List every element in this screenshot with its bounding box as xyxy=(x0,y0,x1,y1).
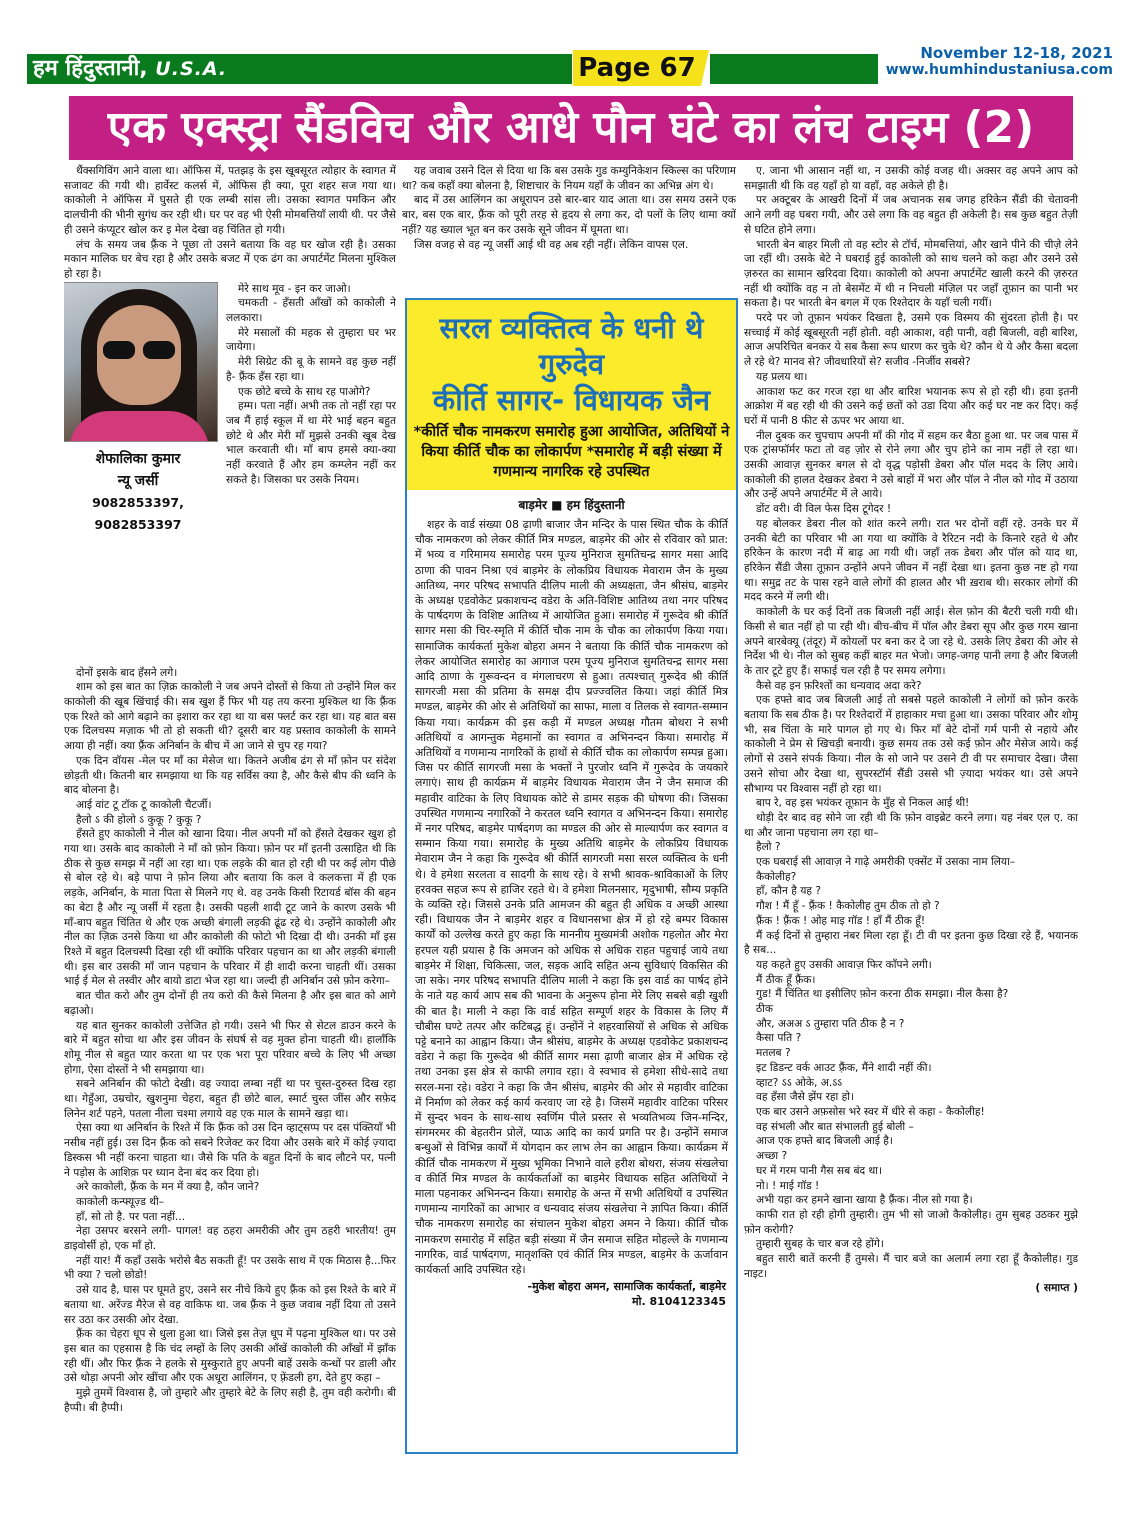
news-signature: -मुकेश बोहरा अमन, सामाजिक कार्यकर्ता, बाड़मेर xyxy=(527,1280,726,1294)
story-paragraph: पर अक्टूबर के आखरी दिनों में जब अचानक सब जगह हरिकेन सैंडी की चेतावनी आने लगी वह घबरा गयी, और उसे लगा कि वह बहुत ही अकेली है। सब कुछ बहुत तेज़ी से घटित होने लगा। xyxy=(744,194,1078,236)
banner-strip xyxy=(710,54,878,84)
story-paragraph: मुझे तुममें विश्वास है, जो तुम्हारे और तुम्हारे बेटे के लिए सही है, तुम वही करोगी। बी हैप्पी। बी हैप्पी। xyxy=(64,1387,396,1414)
edition-label: U.S.A. xyxy=(155,58,228,80)
news-subtitle: *कीर्ति चौक नामकरण समारोह हुआ आयोजित, अतिथियों ने किया कीर्ति चौक का लोकार्पण *समारोह में बड़ी संख्या में गणमान्य नागरिक रहे उपस्थित xyxy=(413,424,730,480)
story-paragraph: मैं कई दिनों से तुम्हारा नंबर मिला रहा हूँ। टी वी पर इतना कुछ दिखा रहे हैं, भयानक है सब... xyxy=(744,929,1078,957)
story-paragraph: बाद में उस आलिंगन का अधूरापन उसे बार-बार याद आता था। उस समय उसने एक बार, बस एक बार, फ़्रैंक को पूरी तरह से हृदय से लगा कर, दो पलों के लिए थामा क्यों नहीं? यह ख्याल भूत बन कर उसके सूने जीवन में घूमता था। xyxy=(402,194,736,236)
story-paragraph: आकाश फट कर गरज रहा था और बारिश भयानक रूप से हो रही थी। हवा इतनी आक्रोश में बह रही थी की उसने कई छतों को उडा दिया और कई घर नष्ट कर दिए। कई घरों में पानी 8 फीट से ऊपर भर आया था. xyxy=(744,385,1078,427)
story-paragraph: एक बार उसने अफ़सोस भरे स्वर में धीरे से कहा - कैकोलीह! xyxy=(756,1106,985,1118)
paper-banner xyxy=(27,54,572,84)
masthead xyxy=(27,44,1113,90)
story-paragraph: आई वांट टू टॉक टू काकोली चैटर्जी। xyxy=(76,798,212,811)
story-paragraph: बाप रे, वह इस भयंकर तूफ़ान के मुँह से निकल आई थी! xyxy=(756,797,970,810)
story-col1-top xyxy=(64,164,396,282)
story-paragraph: थैंक्सगिविंग आने वाला था। ऑफिस में, पतझड़ के इस खूबसूरत त्योहार के स्वागत में सजावट की गयी थी। हार्वेस्ट कलर्स में, ऑफिस ही क्या, पूरा शहर सज गया था। काकोली ने ऑफिस में घुसते ही एक लम्बी सांस ली। उसका स्वागत पमकिन और दालचीनी की भीनी सुगंध कर रही थी। घर पर वह भी ऐसी मोमबत्तियाँ लायी थी. पर जैसे ही उसने कंप्यूटर खोल कर इ मेल देखा वह चिंतित हो गयी। xyxy=(64,165,396,236)
story-paragraph: लंच के समय जब फ़्रैंक ने पूछा तो उसने बताया कि वह घर खोज रही है। उसका मकान मालिक घर बेच रहा है और उसके बजट में एक ढंग का अपार्टमेंट मिलना मुश्किल हो रहा है। xyxy=(64,238,396,280)
story-paragraph: ए. जाना भी आसान नहीं था, न उसकी कोई वजह थी। अक्सर वह अपने आप को समझाती थी कि वह यहाँ हो या वहाँ, वह अकेले ही है। xyxy=(744,165,1078,192)
story-paragraph: नेहा उसपर बरसने लगी- पागल! वह ठहरा अमरीकी और तुम ठहरी भारतीय! तुम डाइवोर्सी हो, एक माँ हो. xyxy=(64,1225,396,1253)
story-paragraph: वह हँसा जैसे झेंप रहा हो। xyxy=(756,1091,855,1104)
story-paragraph: एक दिन वॉयस -मेल पर माँ का मेसेज था। कितने अजीब ढंग से माँ फ़ोन पर संदेश छोड़ती थी। कितनी बार समझाया था कि यह सर्विस क्या है, और कैसे बीप की ध्वनि के बाद बोलना है। xyxy=(64,754,396,797)
news-box-header xyxy=(407,300,736,490)
story-paragraph: हँसते हुए काकोली ने नील को खाना दिया। नील अपनी माँ को हँसते देखकर खुश हो गया था। उसके बाद काकोली ने माँ को फ़ोन किया। फ़ोन पर माँ इतनी उत्साहित थी कि ठीक से कुछ समझ में नहीं आ रहा था। एक लड़के की बात हो रही थी पर कई लोग पीछे से बोल रहे थे। बड़े पापा ने फ़ोन लिया और बताया कि कल वे कलकत्ता में ही एक लड़के, अनिर्बान, के माता पिता से मिलने गए थे. वह उनके किसी रिटायर्ड बॉस की बहन का बेटा है और न्यू जर्सी में रहता है। उसकी पहली शादी टूट जाने के कारण उसके भी माँ-बाप बहुत चिंतित थे और एक अच्छी बंगाली लड़की ढूंढ रहे थे। उन्होंने काकोली और नील का ज़िक्र उनसे किया था और काकोली की फोटो भी दिखा दी थी। उनकी माँ इस रिश्ते में बहुत दिलचस्पी दिखा रही थीं क्योंकि परिवार पहचान का था और लड़की बंगाली थी। इस बार उसकी माँ जान पहचान के परिवार में ही शादी करना चाहती थीं। उसका भाई ई मेल से तस्वीर और बायो डाटा भेज रहा था। जल्दी ही अनिर्बान उसे फ़ोन करेगा– xyxy=(64,828,396,988)
story-paragraph: फ़्रैंक ! फ़्रैंक ! ओह माइ गॉड ! हाँ मैं ठीक हूँ! xyxy=(756,914,926,927)
page-number: Page 67 xyxy=(573,50,701,86)
news-dateline: बाड़मेर ■ हम हिंदुस्तानी xyxy=(518,498,625,512)
story-column-3 xyxy=(744,164,1078,1484)
story-paragraph: थोड़ी देर बाद वह सोने जा रही थी कि फ़ोन वाइब्रेट करने लगा। यह नंबर एल ए. का था और जाना पहचाना लग रहा था– xyxy=(744,811,1078,839)
story-paragraph: हाँ, कौन है यह ? xyxy=(756,885,821,898)
story-paragraph: हैलो ऽ की होलो ऽ कुकू ? कुकू ? xyxy=(76,813,202,826)
story-col1-bottom xyxy=(64,666,396,1416)
story-paragraph: शाम को इस बात का ज़िक्र काकोली ने जब अपने दोस्तों से किया तो उन्होंने मिल कर काकोली की खूब खिंचाई की। सब खुश हैं फिर भी यह तय करना मुश्किल था कि फ़्रैंक एक रिश्ते को आगे बढ़ाने का इशारा कर रहा था या बस फ्लर्ट कर रहा था। यह बात बस एक दिलचस्प मज़ाक भी तो हो सकती थी? दूसरी बार यह प्रस्ताव काकोली के सामने आया ही नहीं। क्या फ़्रैंक अनिर्बान के बीच में आ जाने से चुप रह गया? xyxy=(64,681,396,753)
story-paragraph: नहीं यार! मैं कहाँ उसके भरोसे बैठ सकती हूँ! पर उसके साथ में एक मिठास है...फिर भी क्या ? चलो छोडो! xyxy=(64,1254,396,1282)
story-paragraph: अभी यहा कर हमने खाना खाया है फ़्रैंक। नील सो गया है। xyxy=(756,1194,973,1207)
story-paragraph: सबने अनिर्बान की फोटो देखी। वह ज्यादा लम्बा नहीं था पर चुस्त-दुरुस्त दिख रहा था। गेहुँआ, उम्रचोर, खुशनुमा चेहरा, बहुत ही छोटे बाल, स्मार्ट चुस्त जींस और सफ़ेद लिनेन शर्ट पहने, पतला नीला चश्मा लगाये वह एक माल के सामने खड़ा था। xyxy=(64,1078,396,1120)
paper-name: हम हिंदुस्तानी, xyxy=(33,56,148,81)
author-name: शेफालिका कुमार xyxy=(95,450,181,467)
story-paragraph: उसे याद है, घास पर घूमते हुए, उसने सर नीचे किये हुए फ़्रैंक को इस रिश्ते के बारे में बताया था. अरेंज्ड मैरेज से वह वाकिफ था. जब फ़्रैंक ने कुछ जवाब नहीं दिया तो उसने सर उठा कर उसकी ओर देखा. xyxy=(64,1284,396,1326)
author-byline xyxy=(64,442,218,536)
story-paragraph: हैलो ? xyxy=(756,841,781,854)
author-photo xyxy=(64,282,218,442)
author-block xyxy=(64,282,218,662)
story-paragraph: एक छोटे बच्चे के साथ रह पाओगे? xyxy=(238,385,371,398)
story-paragraph: कैकोलीह? xyxy=(756,870,797,883)
story-paragraph: हम्म। पता नहीं। अभी तक तो नहीं रहा पर जब मैं हाई स्कूल में था मेरे भाई बहन बहुत छोटे थे और मेरी माँ मुझसे उनकी खूब देख भाल करवाती थी। माँ बाप हमसे क्या-क्या नहीं करवाते हैं और हम कम्प्लेन नहीं कर सकते है। जिसका घर उसके नियम। xyxy=(226,400,396,486)
news-mobile: मो. 8104123345 xyxy=(632,1295,726,1309)
story-paragraph: दोनों इसके बाद हँसने लगे। xyxy=(76,666,178,679)
story-paragraph: यह बोलकर डेबरा नील को शांत करने लगी। रात भर दोनों वहीं रहे. उनके घर में उनकी बेटी का परिवार भी आ गया था क्योंकि वे रैरिटन नदी के किनारे रहते थे और हरिकेन के कारण नदी में बाढ़ आ गयी थी। जहाँ तक डेबरा और पॉल को याद था, हरिकेन सैंडी जैसा तूफ़ान उन्होंने अपने जीवन में नहीं देखा था। इतना कुछ नष्ट हो गया था। समुद्र तट के पास रहने वाले लोगों की हालत और भी ख़राब थी। सरकार लोगों की मदद करने में लगी थी। xyxy=(744,517,1078,604)
story-paragraph: गुड! मैं चिंतित था इसीलिए फ़ोन करना ठीक समझा। नील कैसा है? xyxy=(756,988,1009,1001)
story-paragraph: बहुत सारी बातें करनी हैं तुमसे। मैं चार बजे का अलार्म लगा रहा हूँ कैकोलीह। गुड नाइट। xyxy=(744,1253,1078,1280)
story-paragraph: एक हफ्ते बाद जब बिजली आई तो सबसे पहले काकोली ने लोगों को फ़ोन करके बताया कि सब ठीक है। पर रिश्तेदारों में हाहाकार मचा हुआ था। उसका परिवार और शोमू भी, सब चिंता के मारे पागल हो गए थे। फिर माँ बेटे दोनों गर्म पानी से नहाये और काकोली ने प्रेम से खिचड़ी बनायी। कुछ समय तक उसे कई फ़ोन और मेसेज आये। कई लोगों से उसने संपर्क किया। नील के सो जाने पर उसने टी वी पर समाचार देखा। जैसा उसने सोचा और देखा था, सुपरस्टॉर्म सैंडी उससे भी ज़्यादा भयंकर था। उसे अपने सौभाग्य पर विश्वास नहीं हो रहा था। xyxy=(744,694,1078,795)
story-paragraph: अच्छा ? xyxy=(756,1150,788,1163)
story-paragraph: आज एक हफ्ते बाद बिजली आई है। xyxy=(756,1135,893,1148)
story-paragraph: वह संभली और बात संभालती हुई बोली – xyxy=(756,1120,914,1133)
story-paragraph: कैसा पति ? xyxy=(756,1032,802,1045)
story-paragraph: मेरे मसालों की महक से तुम्हारा घर भर जायेगा। xyxy=(226,326,396,354)
story-paragraph: चमकती - हँसती आँखों को काकोली ने ललकारा। xyxy=(226,297,396,325)
story-paragraph: तुम्हारी सुबह के चार बज रहे होंगे। xyxy=(756,1238,884,1251)
story-paragraph: ऐसा क्या था अनिर्बान के रिश्ते में कि फ़्रैंक को उस दिन व्हाट्सप्प पर दस पंक्तियाँ भी नसीब नहीं हुई। उस दिन फ़्रैंक को सबने रिजेक्ट कर दिया और उसके बारे में कोई ज़्यादा डिस्कस भी नहीं करना चाहता था। जैसे कि पति के बहुत दिनों के बाद लौटने पर, पत्नी ने पड़ोस के आशिक़ पर ध्यान देना बंद कर दिया हो। xyxy=(64,1122,396,1179)
news-title-line1: सरल व्यक्तित्व के धनी थे गुरुदेव xyxy=(439,311,704,381)
story-col3-text xyxy=(744,164,1078,1281)
story-paragraph: काकोली के घर कई दिनों तक बिजली नहीं आई। सेल फ़ोन की बैटरी चली गयी थी। किसी से बात नहीं हो पा रही थी। बीच-बीच में पॉल और डेबरा सूप और कुछ गरम खाना अपने बारबेक्यू (तंदूर) में कोयलों पर बना कर दे जा रहे थे. उसके लिए डेबरा की ओर से निर्देश भी थे। नील को सुबह कहीं बाहर मत भेजो। जगह-जगह पानी लगा है और बिजली के तार टूटे हुए हैं। सफाई चल रही है पर समय लगेगा। xyxy=(744,606,1078,677)
story-paragraph: मैं ठीक हूँ फ़्रैंक। xyxy=(756,973,816,986)
page-headline: एक एक्स्ट्रा सैंडविच और आधे पौन घंटे का लंच टाइम (2) xyxy=(69,96,1073,160)
story-paragraph: मतलब ? xyxy=(756,1047,791,1060)
story-paragraph: अरे काकोली, फ़्रैंक के मन में क्या है, कौन जाने? xyxy=(76,1181,260,1194)
story-paragraph: फ़्रैंक का चेहरा धूप से धुला हुआ था। जिसे इस तेज़ धूप में पढ़ना मुश्किल था। पर उसे इस बात का एहसास है कि चंद लम्हों के लिए उसकी आँखें काकोली की आँखों में झाँक रही थीं। और फिर फ़्रैंक ने हलके से मुस्कुराते हुए अपनी बाहें उसके कन्धों पर डाली और उसे थोड़ा अपनी ओर खींचा और एक अधूरा आलिंगन, ए फ़्रेंडली हग, देते हुए कहा – xyxy=(64,1328,396,1385)
news-title-line2: कीर्ति सागर- विधायक जैन xyxy=(432,383,711,417)
author-location: न्यू जर्सी xyxy=(117,472,159,489)
story-paragraph: हाँ, सो तो है. पर पता नहीं... xyxy=(76,1210,186,1223)
story-paragraph: घर में गरम पानी गैस सब बंद था। xyxy=(756,1164,883,1177)
story-paragraph: गौश ! मैं हूँ - फ़्रैंक ! कैकोलीह तुम ठीक तो हो ? xyxy=(756,900,940,913)
story-column-2 xyxy=(402,164,736,292)
story-paragraph: कैसे वह इन फ़रिश्तों का धन्यवाद अदा करे? xyxy=(756,679,922,692)
story-paragraph: व्हाट? ऽऽ ओके, अ.ऽऽ xyxy=(756,1076,843,1089)
story-paragraph: यह जवाब उसने दिल से दिया था कि बस उसके गुड कम्युनिकेशन स्किल्स का परिणाम था? कब कहाँ क्या बोलना है, शिष्टाचार के नियम यहाँ के जीवन का अभिन्न अंग थे। xyxy=(402,165,736,192)
story-paragraph: बात चीत करो और तुम दोनों ही तय करो की कैसे मिलना है और इस बात को आगे बढ़ाओ। xyxy=(64,990,396,1017)
story-paragraph: यह कहते हुए उसकी आवाज़ फिर काँपने लगी। xyxy=(756,958,932,971)
website-link[interactable]: www.humhindustaniusa.com xyxy=(885,62,1113,78)
author-phone: 9082853397, 9082853397 xyxy=(92,494,184,532)
story-paragraph: एक घबराई सी आवाज़ ने गाढ़े अमरीकी एक्सेंट में उसका नाम लिया– xyxy=(756,856,1016,869)
story-column-1 xyxy=(64,164,396,1484)
story-paragraph: काफी रात हो रही होगी तुम्हारी। तुम भी सो जाओ कैकोलीह। तुम सुबह उठकर मुझे फ़ोन करोगी? xyxy=(744,1208,1078,1236)
story-paragraph: यह प्रलय था। xyxy=(756,370,808,383)
news-body-text: शहर के वार्ड संख्या 08 ढ़ाणी बाजार जैन मन्दिर के पास स्थित चौक के कीर्ति चौक नामकरण को लेकर कीर्ति मित्र मण्डल, बाड़मेर की ओर से रविवार को प्रात: में भव्य व गरिमामय समारोह परम पूज्य मुनिराज सुमतिचन्द्र सागर मसा आदि ठाणा की पावन निश्रा एवं बाड़मेर के लोकप्रिय विधायक मेवाराम जैन के मुख्य आतिथ्य, नगर परिषद सभापति दीलिप माली की अध्यक्षता, जैन श्रीसंघ, बाड़मेर के अध्यक्ष एडवोकेट प्रकाशचन्द वडेरा के अति-विशिष्ट आतिथ्य तथा नगर परिषद के पार्षदगण के विशिष्ट आतिथ्य में आयोजित हुआ। समारोह में गुरूदेव श्री कीर्ति सागर मसा की चिर-स्मृति में कीर्ति चौक नाम के चौक का लोकार्पण किया गया। सामाजिक कार्यकर्ता मुकेश बोहरा अमन ने बताया कि कीर्ति चौक नामकरण को लेकर आयोजित समारोह का आगाज परम पूज्य मुनिराज सुमतिचन्द्र सागर मसा आदि ठाणा के गुरूवन्दन व मंगलाचरण से हुआ। तत्पश्चात् गुरूदेव श्री कीर्ति सागरजी मसा की प्रतिमा के समक्ष दीप प्रज्ज्वलित किया। जहां कीर्ति मित्र मण्डल, बाड़मेर की ओर से अतिथियों का साफा, माला व तिलक से स्वागत-सम्मान किया गया। कार्यक्रम की इस कड़ी में मण्डल अध्यक्ष गौतम बोथरा ने सभी अतिथियों व आगन्तुक मेहमानों का स्वागत व अभिनन्दन किया। समारोह में अतिथियों व गणमान्य नागरिकों के हाथों से कीर्ति चौक का लोकार्पण सम्पन्न हुआ। जिस पर कीर्ति सागरजी मसा के भक्तों ने पुरजोर ध्वनि में गुरूदेव के जयकारे लगाएं। साथ ही कार्यक्रम में बाड़मेर विधायक मेवाराम जैन ने जैन समाज की महावीर वाटिका के लिए विधायक कोटे से डामर सड़क की घोषणा की। जिसका उपस्थित गणमान्य नगारिकों ने करतल ध्वनि स्वागत व अभिनन्दन किया। समारोह में नगर परिषद, बाड़मेर पार्षदगण का मण्डल की ओर से माल्यार्पण कर स्वागत व सम्मान किया गया। समारोह के मुख्य अतिथि बाड़मेर के लोकप्रिय विधायक मेवाराम जैन ने कहा कि गुरूदेव श्री कीर्ति सागरजी मसा सरल व्यक्तित्व के धनी थे। वे हमेशा सरलता व सादगी के साथ रहे। वे सभी श्रावक-श्राविकाओं के लिए हरवक्त सहज रूप से हाजिर रहते थे। वे हमेशा मिलनसार, मृदुभाषी, सौम्य प्रकृति के व्यक्ति रहे। जिससे उनके प्रति आमजन की बहुत ही अधिक व अच्छी आस्था रही। विधायक जैन ने बाड़मेर शहर व विधानसभा क्षेत्र में हो रहे बम्पर विकास कार्यों को उल्लेख करते हुए कहा कि माननीय मुख्यमंत्री अशोक गहलोत और मेरा हरपल यही प्रयास है कि अमजन को अधिक से अधिक राहत पहुचाई जाये तथा बाड़मेर में शिक्षा, चिकित्सा, जल, सड़क आदि सहित अन्य सुविधाएं विकसित की जा सके। नगर परिषद सभापति दीलिप माली ने कहा कि इस वार्ड का पार्षद होने के नाते यह कार्य आप सब की भावना के अनुरूप होना मेरे लिए सबसे बड़ी खुशी की बात है। माली ने कहा कि वार्ड सहित सम्पूर्ण शहर के विकास के लिए मैं चौबीस घण्टे तत्पर और कटिबद्ध हूं। उन्होंनें ने शहरवासियों से अधिक से अधिक पट्टे बनाने का आह्वान किया। जैन श्रीसंघ, बाड़मेर के अध्यक्ष एडवोकेट प्रकाशचन्द वडेरा ने कहा कि गुरूदेव श्री कीर्ति सागर मसा ढ़ाणी बाजार क्षेत्र में अधिक रहे तथा उनका इस क्षेत्र से काफी लगाव रहा। वे स्वभाव से हमेशा सीधे-सादे तथा सरल-मना रहे। वडेरा ने कहा कि जैन श्रीसंघ, बाड़मेर की ओर से महावीर वाटिका में निर्माण को लेकर कई कार्य करवाए जा रहे है। जिसमें महावीर वाटिका परिसर में सुन्दर भवन के साथ-साथ स्वर्णिम पीले प्रस्तर से भव्यतिभव्य जिन-मन्दिर, संगमरमर की बेहतरीन प्रोलें, प्याऊ आदि का कार्य प्रगति पर है। उन्होंनें समाज बन्धुओं से विभिन्न कार्यों में योगदान कर लाभ लेन का आह्वान किया। कार्यक्रम में कीर्ति चौक नामकरण में मुख्य भूमिका निभाने वाले हरीश बोथरा, संजय संखलेचा व कीर्ति मित्र मण्डल के कार्यकर्ताओं का बाड़मेर विधायक सहित अतिथियों ने माला पहनाकर अभिनन्दन किया। समारोह के अन्त में सभी अतिथियों व उपस्थित गणमान्य नागरिकों का आभार व धन्यवाद संजय संखलेचा ने ज्ञापित किया। कीर्ति चौक नामकरण समारोह का संचालन मुकेश बोहरा अमन ने किया। कीर्ति चौक नामकरण समारोह में सहित बड़ी संख्या में जैन समाज सहित मोहल्ले के गणमान्य नागरिक, वार्ड पार्षदगण, मातृशक्ति एवं कीर्ति मित्र मण्डल, बाड़मेर के ऊर्जावान कार्यकर्ता आदि उपस्थित रहे। xyxy=(415,518,728,1276)
issue-date: November 12-18, 2021 xyxy=(920,44,1113,62)
story-paragraph: भारती बेन बाहर मिली तो वह स्टोर से टॉर्च, मोमबत्तियां, और खाने पीने की चीज़े लेने जा रहीं थी। उसके बेटे ने घबराई हुई काकोली को साथ चलने को कहा और उसने उसे ज़रुरत का सामान खरिदवा दिया। काकोली को अपना अपार्टमेंट खाली करने की ज़रुरत नहीं थी क्योंकि वह न तो बेसमेंट में थी न निचली मंज़िल पर जहाँ तूफ़ान का पानी भर सकता है। पर भारती बेन बगल में एक रिश्तेदार के यहाँ चली गयीं। xyxy=(744,238,1078,310)
news-box xyxy=(405,298,738,1454)
story-paragraph: डोंट वरी। वी विल फेस दिस टूगेदर ! xyxy=(756,503,892,516)
story-paragraph: नील दुबक कर चुपचाप अपनी माँ की गोद में सहम कर बैठा हुआ था. पर जब पास में एक ट्रांसफॉर्मर फटा तो वह ज़ोर से रोने लगा और चुप होने का नाम नहीं ले रहा था। उसकी आवाज़ सुनकर बगल से दो वृद्ध पड़ोसी डेबरा और पॉल मदद के लिए आये। काकोली की हालत देखकर डेबरा ने उसे बाहों में भरा और पॉल ने नील को गोद में उठाया और उन्हें अपने अपार्टमेंट में ले आये। xyxy=(744,429,1078,501)
story-end-mark: ( समाप्त ) xyxy=(1035,1282,1078,1295)
story-paragraph: ठीक xyxy=(756,1003,774,1016)
story-paragraph: काकोली कन्फ्यूज़्ड थी– xyxy=(76,1195,165,1208)
story-paragraph: यह बात सुनकर काकोली उत्तेजित हो गयी। उसने भी फिर से सेटल डाउन करने के बारे में बहुत सोचा था और इस जीवन के संघर्ष से वह मुक्त होना चाहती थी। हालाँकि शोमू नील से बहुत प्यार करता था पर एक भरा पूरा परिवार बच्चे के लिए भी अच्छा होगा, ऐसा दोस्तों ने भी समझाया था। xyxy=(64,1019,396,1076)
news-body xyxy=(407,515,736,1279)
story-paragraph: और, अअअ ऽ तुम्हारा पति ठीक है न ? xyxy=(756,1017,905,1030)
story-paragraph: मेरे साथ मूव - इन कर जाओ। xyxy=(238,282,351,295)
story-paragraph: इट डिडन्ट वर्क आउट फ़्रैंक, मैंने शादी नहीं की। xyxy=(756,1061,932,1074)
story-paragraph: जिस वजह से वह न्यू जर्सी आई थी वह अब रही नहीं। लेकिन वापस एल. xyxy=(414,238,689,251)
story-paragraph: परदे पर जो तूफ़ान भयंकर दिखता है, उसमे एक विस्मय की सुंदरता होती है। पर सच्चाई में कोई खूबसूरती नहीं होती. वही आकाश, वही पानी, वही बिजली, वही बारिश, आज अपरिचित बनकर ये सब कैसा रूप धारण कर चुके थे? कौन थे ये और कैसा बदला ले रहे थे? मानव से? जीवधारियों से? सजीव -निर्जीव सबसे? xyxy=(744,312,1078,369)
story-paragraph: नो। ! माई गॉड ! xyxy=(756,1179,820,1192)
story-paragraph: मेरी सिग्रेट की बू के सामने वह कुछ नहीं है- फ़्रैंक हँस रहा था। xyxy=(226,356,396,383)
